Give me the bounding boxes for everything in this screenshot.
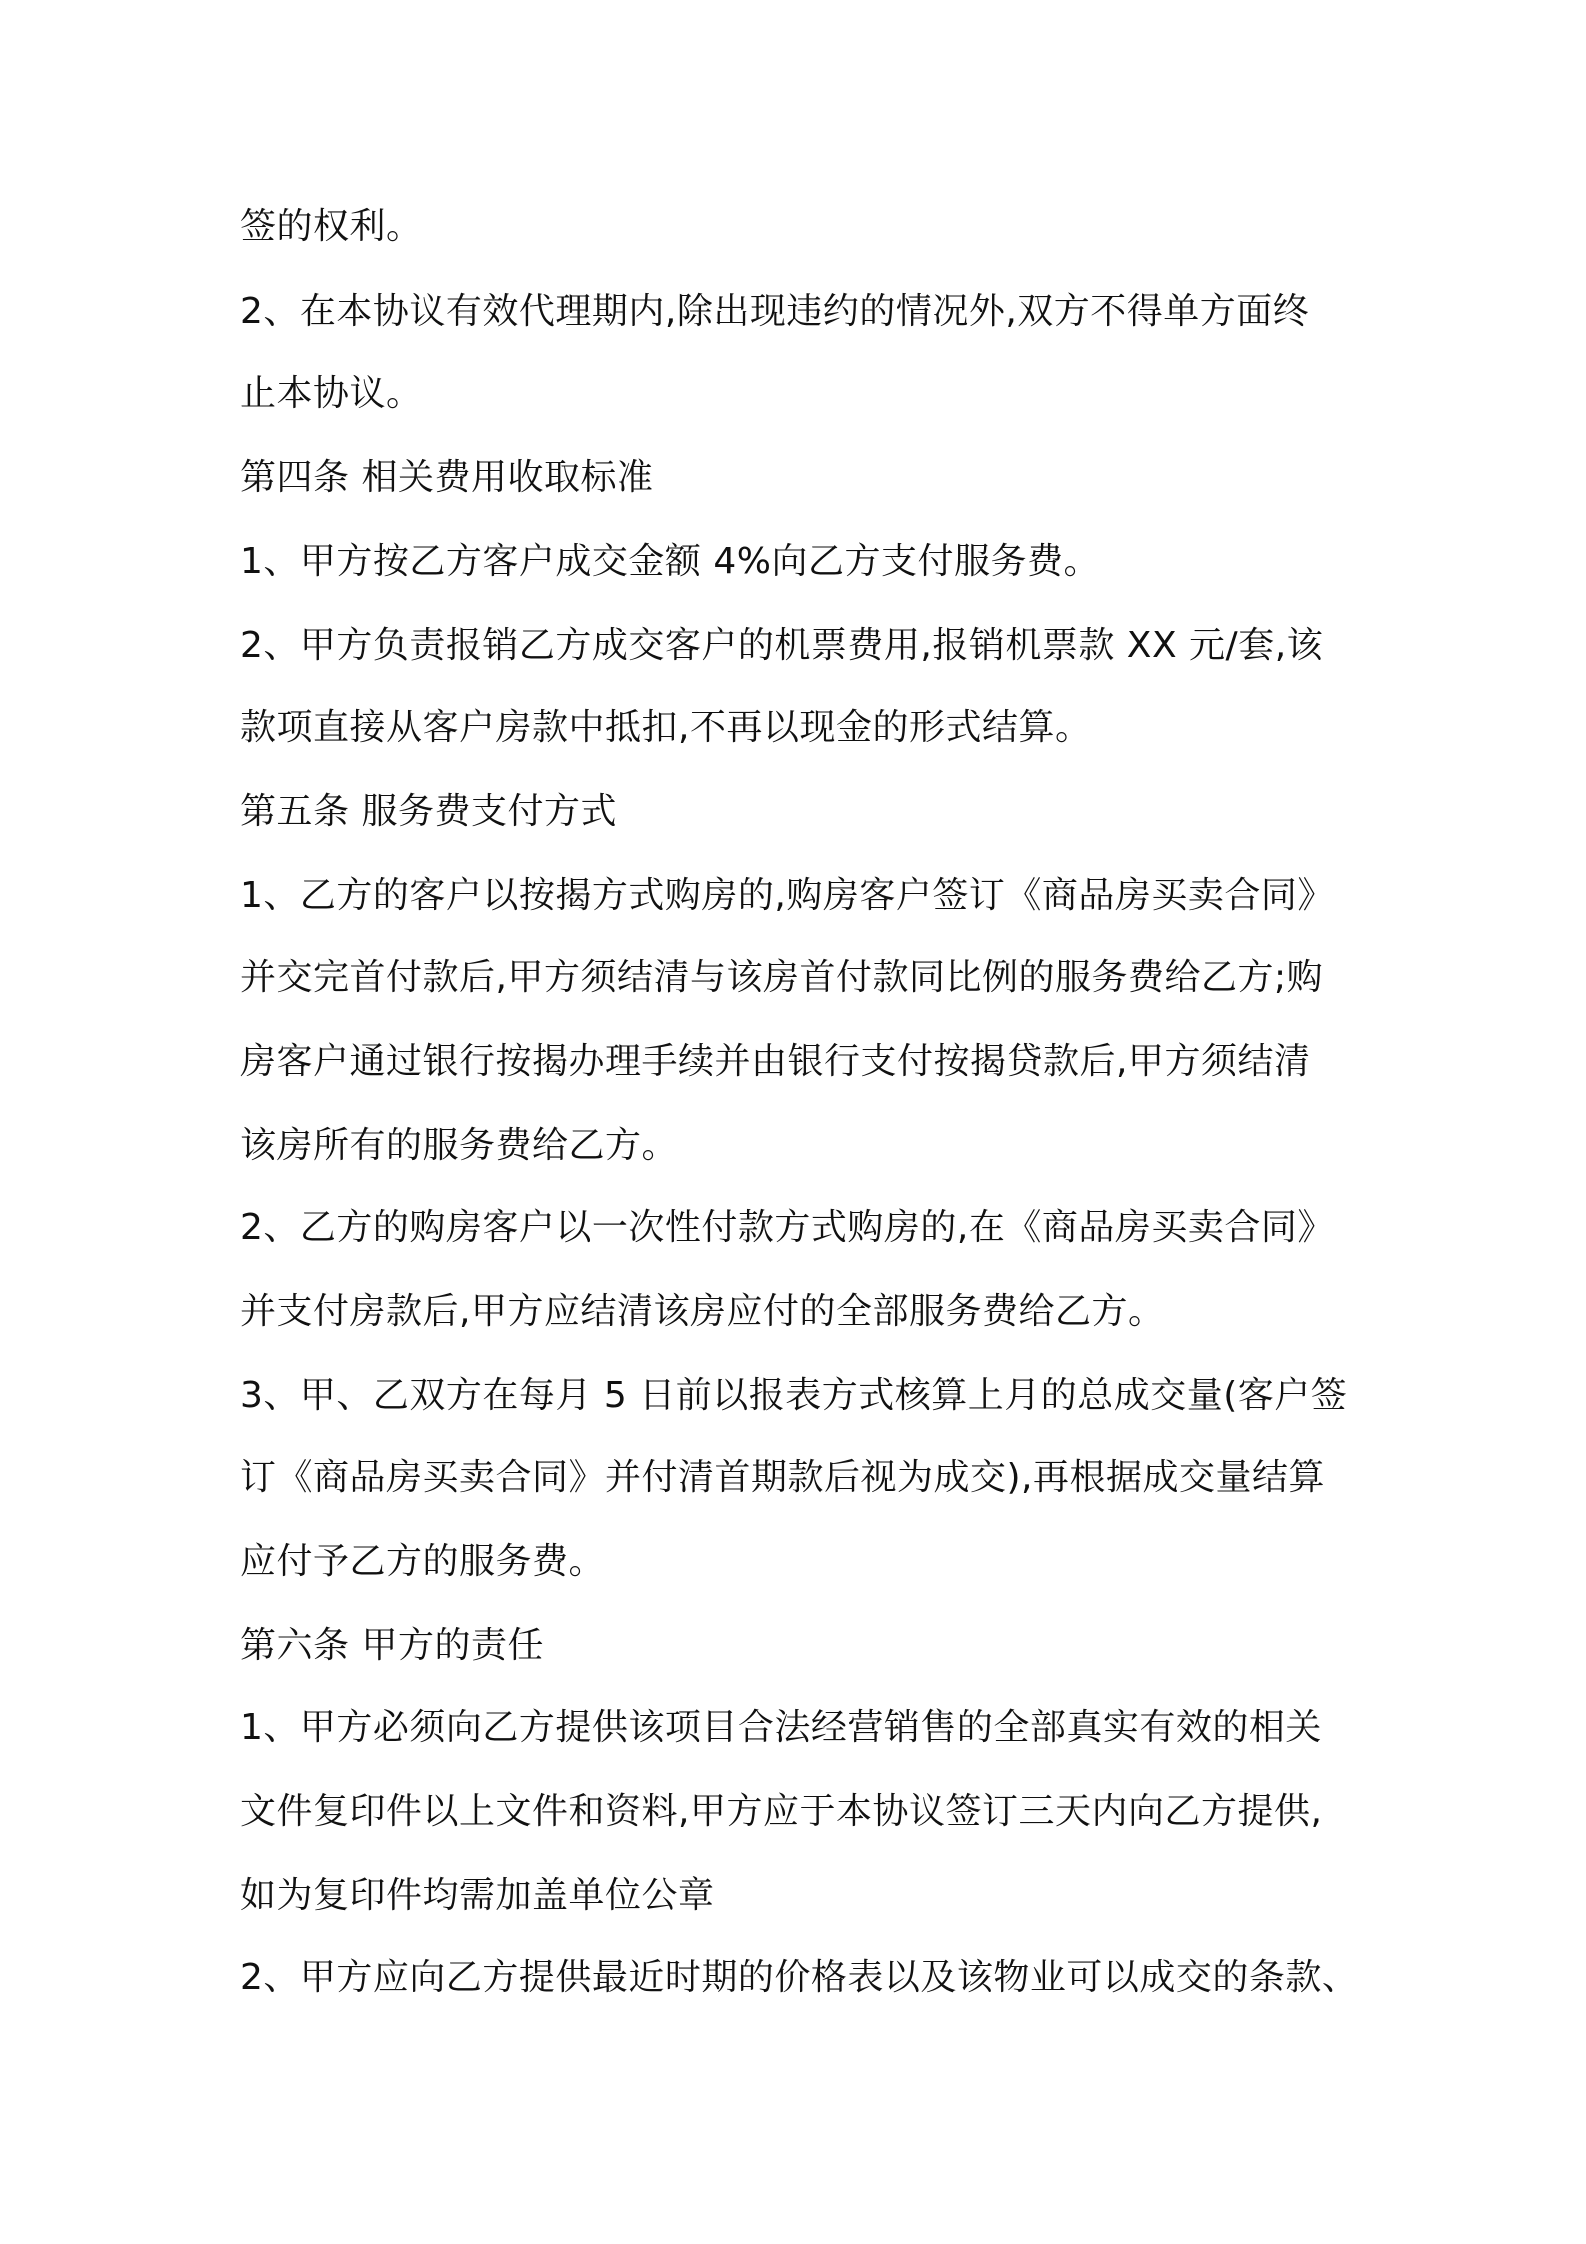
section-heading: 第六条 甲方的责任 <box>240 1625 544 1666</box>
text-line: 2、乙方的购房客户以一次性付款方式购房的,在《商品房买卖合同》 <box>240 1207 1334 1248</box>
text-line: 2、甲方应向乙方提供最近时期的价格表以及该物业可以成交的条款、 <box>240 1957 1359 1998</box>
section-heading: 第五条 服务费支付方式 <box>240 791 617 832</box>
text-line: 1、甲方必须向乙方提供该项目合法经营销售的全部真实有效的相关 <box>240 1707 1322 1748</box>
text-line: 房客户通过银行按揭办理手续并由银行支付按揭贷款后,甲方须结清 <box>240 1041 1311 1082</box>
text-line: 3、甲、乙双方在每月 5 日前以报表方式核算上月的总成交量(客户签 <box>240 1375 1348 1416</box>
text-line: 并支付房款后,甲方应结清该房应付的全部服务费给乙方。 <box>240 1291 1165 1332</box>
section-heading: 第四条 相关费用收取标准 <box>240 457 654 498</box>
text-line: 止本协议。 <box>240 373 423 414</box>
text-line: 款项直接从客户房款中抵扣,不再以现金的形式结算。 <box>240 707 1092 748</box>
text-line: 2、甲方负责报销乙方成交客户的机票费用,报销机票款 XX 元/套,该 <box>240 625 1324 666</box>
text-line: 应付予乙方的服务费。 <box>240 1541 606 1582</box>
text-line: 如为复印件均需加盖单位公章 <box>240 1875 715 1916</box>
text-line: 签的权利。 <box>240 206 423 247</box>
text-line: 2、在本协议有效代理期内,除出现违约的情况外,双方不得单方面终 <box>240 291 1310 332</box>
text-line: 1、乙方的客户以按揭方式购房的,购房客户签订《商品房买卖合同》 <box>240 875 1334 916</box>
text-line: 该房所有的服务费给乙方。 <box>240 1125 679 1166</box>
text-line: 并交完首付款后,甲方须结清与该房首付款同比例的服务费给乙方;购 <box>240 957 1324 998</box>
text-line: 文件复印件以上文件和资料,甲方应于本协议签订三天内向乙方提供, <box>240 1791 1323 1832</box>
text-line: 1、甲方按乙方客户成交金额 4%向乙方支付服务费。 <box>240 541 1100 582</box>
text-line: 订《商品房买卖合同》并付清首期款后视为成交),再根据成交量结算 <box>240 1457 1325 1498</box>
